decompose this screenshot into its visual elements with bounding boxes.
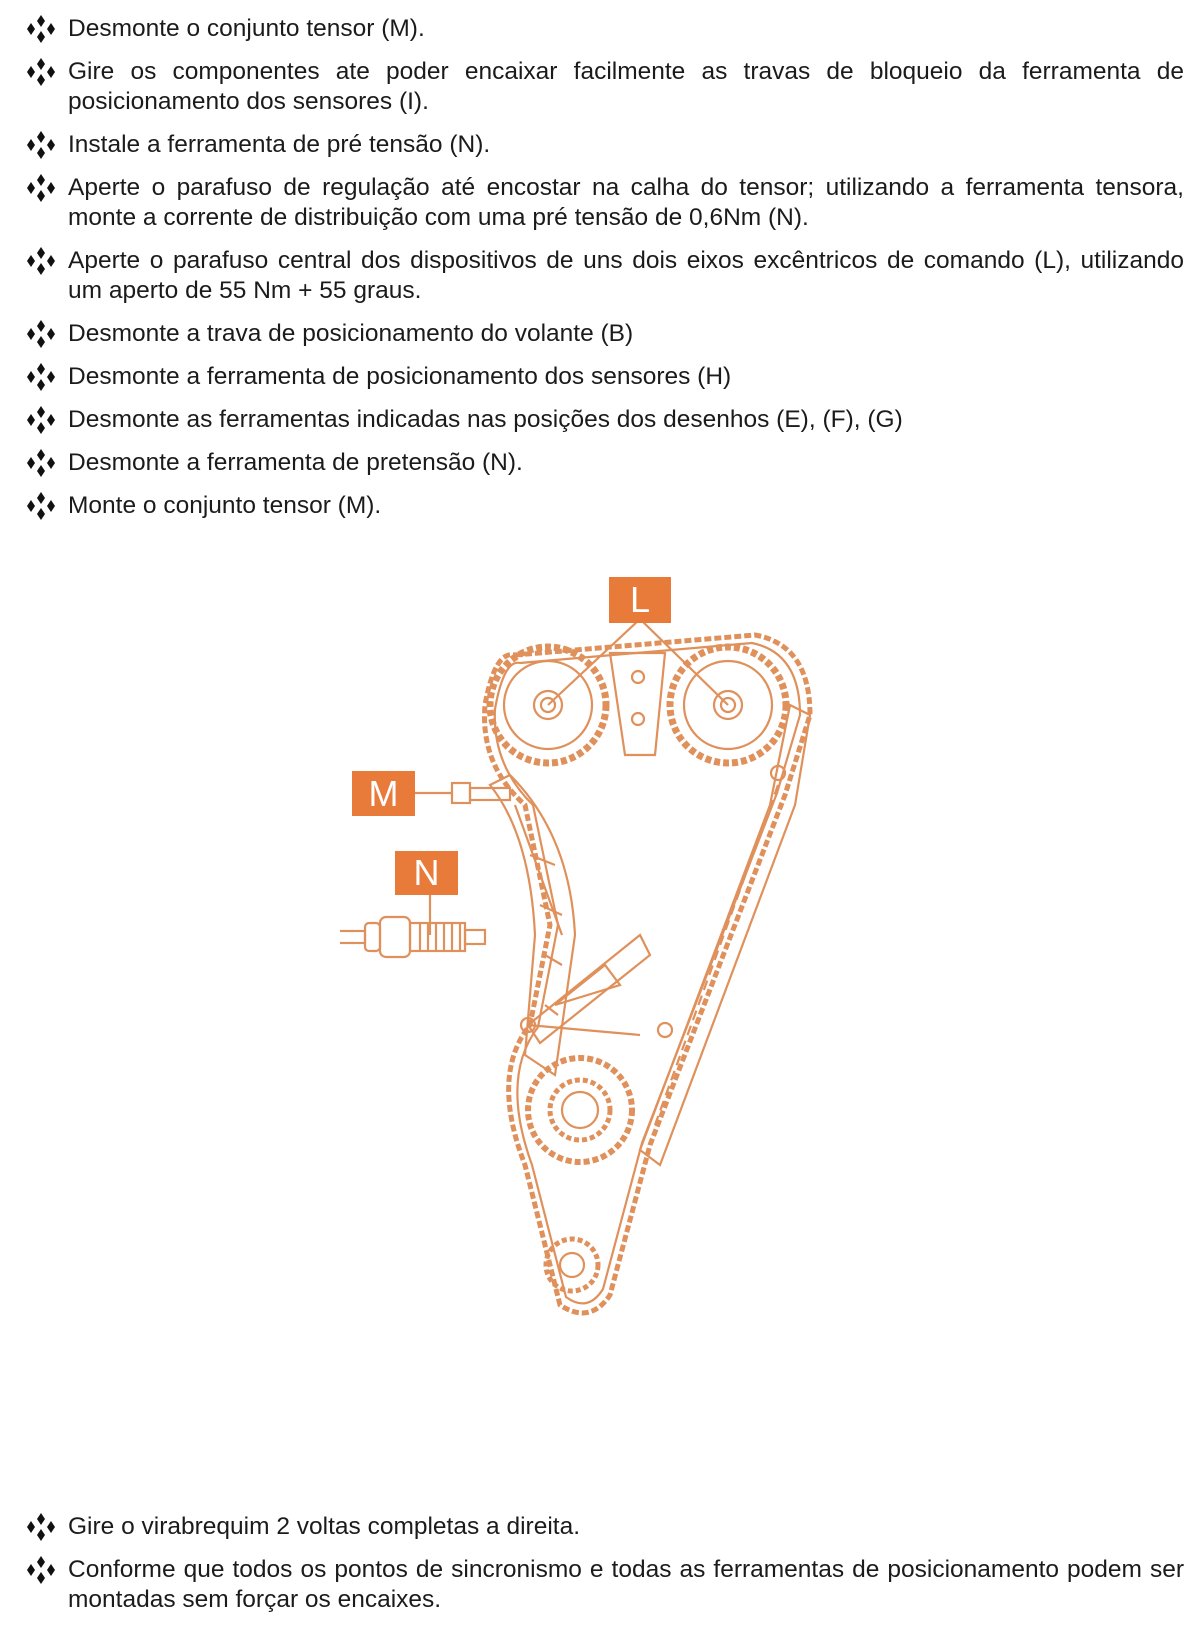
list-item: Desmonte as ferramentas indicadas nas posições dos desenhos (E), (F), (G)	[24, 405, 1184, 435]
tensioner-bolt	[452, 783, 470, 803]
diamond-bullet-icon	[24, 448, 58, 482]
list-item: Aperte o parafuso central dos dispositivos de uns dois eixos excêntricos de comando (L), utilizando um aperto de 55 Nm + 55 graus.	[24, 246, 1184, 306]
timing-chain-diagram	[340, 579, 870, 1385]
list-item: Instale a ferramenta de pré tensão (N).	[24, 130, 1184, 160]
diamond-bullet-icon	[24, 1555, 58, 1589]
diamond-bullet-icon	[24, 362, 58, 396]
list-item: Desmonte o conjunto tensor (M).	[24, 14, 1184, 44]
list-item: Gire o virabrequim 2 voltas completas a direita.	[24, 1512, 1184, 1542]
diamond-bullet-icon	[24, 491, 58, 525]
list-item: Gire os componentes ate poder encaixar facilmente as travas de bloqueio da ferramenta de posicionamento dos sensores (I).	[24, 57, 1184, 117]
diamond-bullet-icon	[24, 246, 58, 280]
list-item: Aperte o parafuso de regulação até encostar na calha do tensor; utilizando a ferramenta tensora, monte a corrente de distribuição com uma pré tensão de 0,6Nm (N).	[24, 173, 1184, 233]
diamond-bullet-icon	[24, 405, 58, 439]
diamond-bullet-icon	[24, 57, 58, 91]
list-item: Monte o conjunto tensor (M).	[24, 491, 1184, 521]
diamond-bullet-icon	[24, 319, 58, 353]
diamond-bullet-icon	[24, 130, 58, 164]
list-item: Conforme que todos os pontos de sincronismo e todas as ferramentas de posicionamento podem ser montadas sem forçar os encaixes.	[24, 1555, 1184, 1615]
list-item: Desmonte a ferramenta de pretensão (N).	[24, 448, 1184, 478]
list-item: Desmonte a trava de posicionamento do volante (B)	[24, 319, 1184, 349]
label-N: N	[395, 851, 458, 895]
pretension-tool	[340, 917, 485, 957]
diamond-bullet-icon	[24, 14, 58, 48]
label-M: M	[352, 771, 415, 816]
timing-chain-illustration	[340, 605, 870, 1385]
timing-chain	[485, 635, 811, 1313]
list-item: Desmonte a ferramenta de posicionamento dos sensores (H)	[24, 362, 1184, 392]
diamond-bullet-icon	[24, 173, 58, 207]
label-L: L	[609, 577, 671, 623]
crankshaft-sprocket	[528, 1058, 632, 1162]
diamond-bullet-icon	[24, 1512, 58, 1546]
instruction-list-top	[24, 14, 1184, 534]
instruction-list-bottom	[24, 1512, 1184, 1628]
